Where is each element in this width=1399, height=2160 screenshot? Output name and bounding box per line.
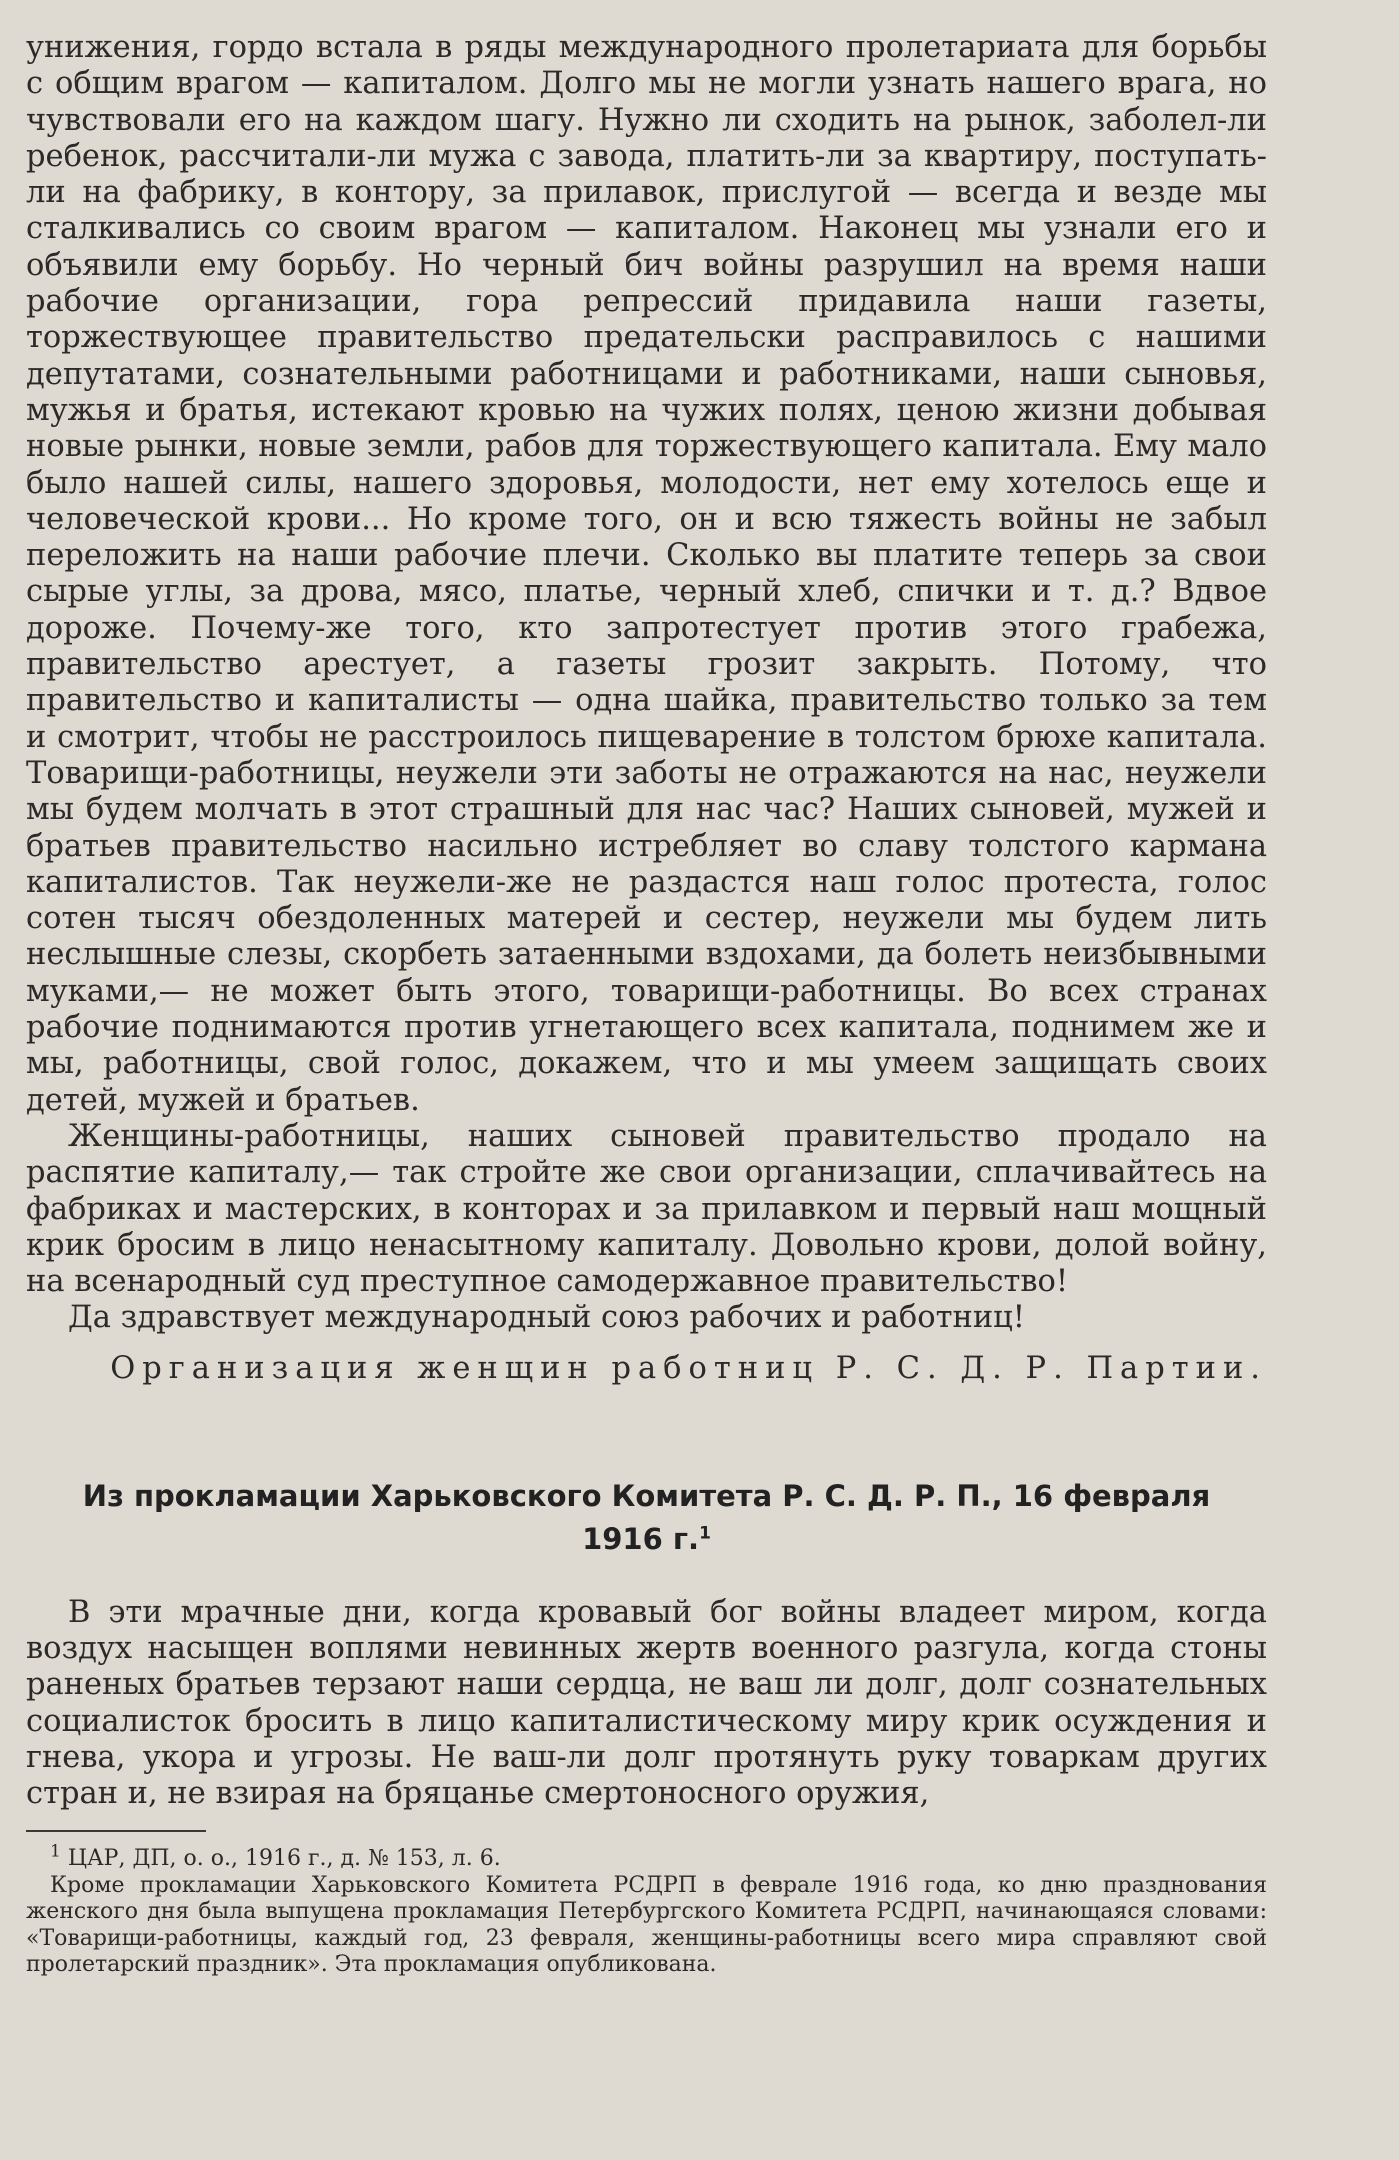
footnote-1-mark: 1 [50,1842,61,1863]
footnotes [26,1842,1267,1979]
body-paragraph-1: унижения, гордо встала в ряды международного пролетариата для борьбы с общим врагом — капиталом. Долго мы не могли узнать нашего врага, но чувствовали его на каждом шагу. Нужно ли сходить на рынок, заболел-ли ребенок, рассчитали-ли мужа с завода, платить-ли за квартиру, поступать-ли на фабрику, в контору, за прилавок, прислугой — всегда и везде мы сталкивались со своим врагом — капиталом. Наконец мы узнали его и объявили ему борьбу. Но черный бич войны разрушил на время наши рабочие организации, гора репрессий придавила наши газеты, торжествующее правительство предательски расправилось с нашими депутатами, сознательными работницами и работниками, наши сыновья, мужья и братья, истекают кровью на чужих полях, ценою жизни добывая новые рынки, новые земли, рабов для торжествующего капитала. Ему мало было нашей силы, нашего здоровья, молодости, нет ему хотелось еще и человеческой крови... Но кроме того, он и всю тяжесть войны не забыл переложить на наши рабочие плечи. Сколько вы платите теперь за свои сырые углы, за дрова, мясо, платье, черный хлеб, спички и т. д.? Вдвое дороже. Почему-же того, кто запротестует против этого грабежа, правительство арестует, а газеты грозит закрыть. Потому, что правительство и капиталисты — одна шайка, правительство только за тем и смотрит, чтобы не расстроилось пищеварение в толстом брюхе капитала. Товарищи-работницы, неужели эти заботы не отражаются на нас, неужели мы будем молчать в этот страшный для нас час? Наших сыновей, мужей и братьев правительство насильно истребляет во славу толстого кармана капиталистов. Так неужели-же не раздастся наш голос протеста, голос сотен тысяч обездоленных матерей и сестер, неужели мы будем лить неслышные слезы, скорбеть затаенными вздохами, да болеть неизбывными муками,— не может быть этого, товарищи-работницы. Во всех странах рабочие поднимаются против угнетающего всех капитала, поднимем же и мы, работницы, свой голос, докажем, что и мы умеем защищать своих детей, мужей и братьев. [26,30,1267,1118]
section2-paragraph: В эти мрачные дни, когда кровавый бог войны владеет миром, когда воздух насыщен воплями невинных жертв военного разгула, когда стоны раненых братьев терзают наши сердца, не ваш ли долг, долг сознательных социалисток бросить в лицо капиталистическому миру крик осуждения и гнева, укора и угрозы. Не ваш-ли долг протянуть руку товаркам других стран и, не взирая на бряцанье смертоносного оружия, [26,1594,1267,1812]
section-heading [66,1475,1227,1561]
footnote-1 [26,1842,1267,1873]
footnote-1-text: ЦАР, ДП, о. о., 1916 г., д. № 153, л. 6. [67,1846,501,1872]
footnote-rule [26,1830,206,1832]
heading-footnote-mark: 1 [699,1523,711,1544]
footnote-2: Кроме прокламации Харьковского Комитета РСДРП в феврале 1916 года, ко дню празднования женского дня была выпущена прокламация Петербургского Комитета РСДРП, начинающаяся словами: «Товарищи-работницы, каждый год, 23 февраля, женщины-работницы всего мира справляют свой пролетарский праздник». Эта прокламация опубликована. [26,1872,1267,1978]
body-paragraph-2: Женщины-работницы, наших сыновей правительство продало на распятие капиталу,— так стройте же свои организации, сплачивайтесь на фабриках и мастерских, в конторах и за прилавком и первый наш мощный крик бросим в лицо ненасытному капиталу. Довольно крови, долой войну, на всенародный суд преступное самодержавное правительство! [26,1118,1267,1300]
section-heading-text: Из прокламации Харьковского Комитета Р. С. Д. Р. П., 16 февраля 1916 г. [82,1478,1211,1556]
signature-line: Организация женщин работниц Р. С. Д. Р. Партии. [110,1350,1267,1386]
body-paragraph-3: Да здравствует международный союз рабочих и работниц! [68,1300,1026,1336]
